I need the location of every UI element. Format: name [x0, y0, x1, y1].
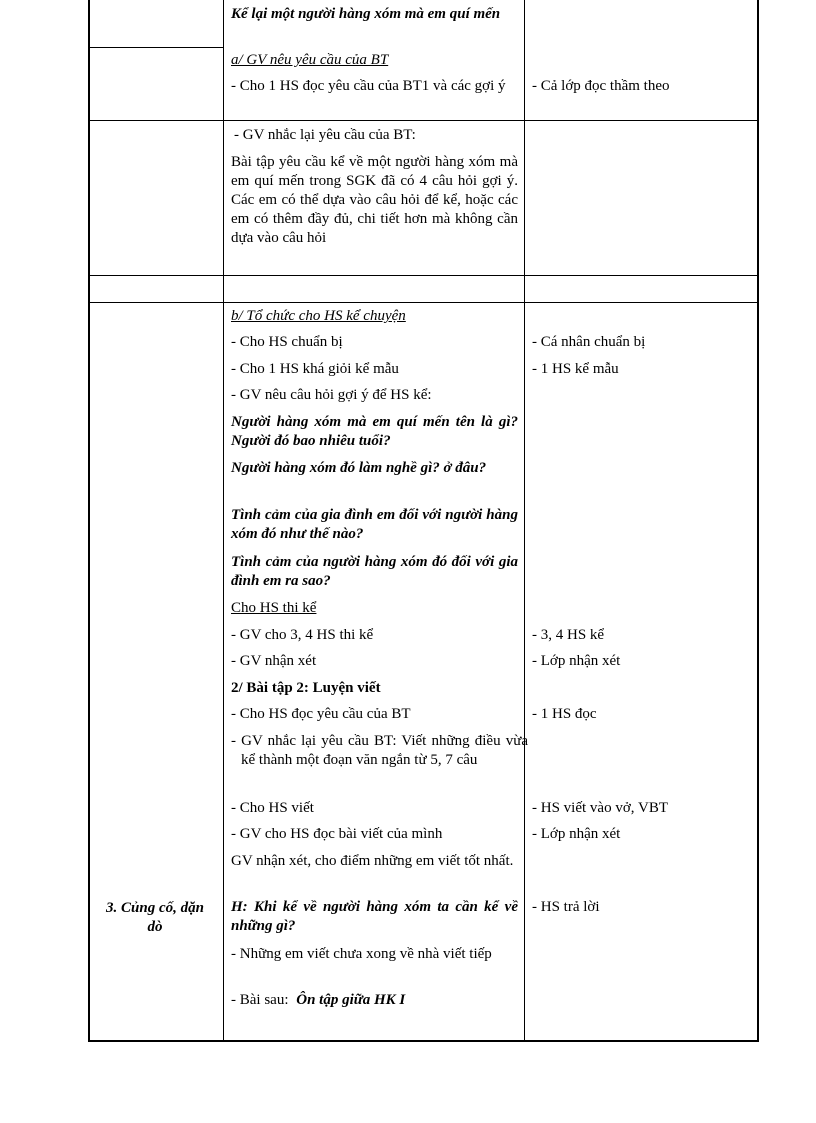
teacher-activity: - GV nhắc lại yêu cầu BT: Viết những điều vừa kể thành một đoạn văn ngắn từ 5, 7 câu: [231, 733, 528, 768]
review-question: H: Khi kể về người hàng xóm ta cần kể về những gì?: [231, 899, 518, 934]
section-column: [88, 0, 223, 1042]
student-activity: - Cá nhân chuẩn bị: [532, 334, 646, 350]
guiding-question: Tình cảm của người hàng xóm đó đối với gia đình em ra sao?: [231, 554, 518, 589]
teacher-activity: - Những em viết chưa xong về nhà viết tiếp: [231, 946, 492, 962]
next-lesson-title: Ôn tập giữa HK I: [296, 992, 406, 1008]
teacher-activity: - GV nhận xét: [231, 653, 317, 669]
next-lesson: [231, 991, 405, 1010]
subheading-a: a/ GV nêu yêu cầu của BT: [231, 52, 389, 68]
teacher-activity: - GV cho HS đọc bài viết của mình: [231, 826, 443, 842]
student-activity: - 1 HS đọc: [532, 706, 597, 722]
guiding-question: Tình cảm của gia đình em đối với người hàng xóm đó như thế nào?: [231, 507, 518, 542]
student-activity: - HS trả lời: [532, 899, 600, 915]
guiding-question: Người hàng xóm mà em quí mến tên là gì? Người đó bao nhiêu tuổi?: [231, 414, 518, 449]
teacher-activity: - Cho 1 HS khá giỏi kể mẫu: [231, 361, 399, 377]
section-title: 3. Củng cố, dặn dò: [106, 900, 204, 935]
student-activity-column: [525, 0, 757, 1042]
next-lesson-label: - Bài sau:: [231, 992, 289, 1008]
teacher-activity: - Cho HS chuẩn bị: [231, 334, 343, 350]
lesson-plan-table: [88, 0, 759, 1042]
student-activity: - HS viết vào vở, VBT: [532, 800, 668, 816]
teacher-activity: - Cho HS viết: [231, 800, 314, 816]
teacher-activity: - GV nêu câu hỏi gợi ý để HS kể:: [231, 387, 432, 403]
story-title: Kể lại một người hàng xóm mà em quí mến: [231, 6, 501, 22]
teacher-activity: - GV cho 3, 4 HS thi kể: [231, 627, 374, 643]
teacher-activity: GV nhận xét, cho điểm những em viết tốt nhất.: [231, 853, 514, 869]
teacher-activity: - GV nhắc lại yêu cầu của BT:: [234, 127, 416, 143]
student-activity: - 3, 4 HS kể: [532, 627, 605, 643]
table-border-right: [757, 0, 759, 1042]
teacher-activity-column: [224, 0, 528, 1042]
student-activity: - Cả lớp đọc thầm theo: [532, 78, 670, 94]
guiding-question: Người hàng xóm đó làm nghề gì? ở đâu?: [231, 460, 487, 476]
student-activity: - 1 HS kể mẫu: [532, 361, 619, 377]
student-activity: - Lớp nhận xét: [532, 653, 621, 669]
student-activity: - Lớp nhận xét: [532, 826, 621, 842]
teacher-activity: - Cho 1 HS đọc yêu cầu của BT1 và các gợi ý: [231, 78, 506, 94]
teacher-activity: - Cho HS đọc yêu cầu của BT: [231, 706, 411, 722]
subheading-b: b/ Tổ chức cho HS kể chuyện: [231, 308, 406, 324]
subheading-storytelling-contest: Cho HS thi kể: [231, 600, 317, 616]
teacher-explanation: Bài tập yêu cầu kể về một người hàng xóm mà em quí mến trong SGK đã có 4 câu hỏi gợi ý. Các em có thể dựa vào câu hỏi để kể, hoặc các em có thêm đầy đủ, chi tiết hơn mà không cần dựa vào câu hỏi: [231, 154, 518, 246]
exercise-2-heading: 2/ Bài tập 2: Luyện viết: [231, 680, 381, 696]
